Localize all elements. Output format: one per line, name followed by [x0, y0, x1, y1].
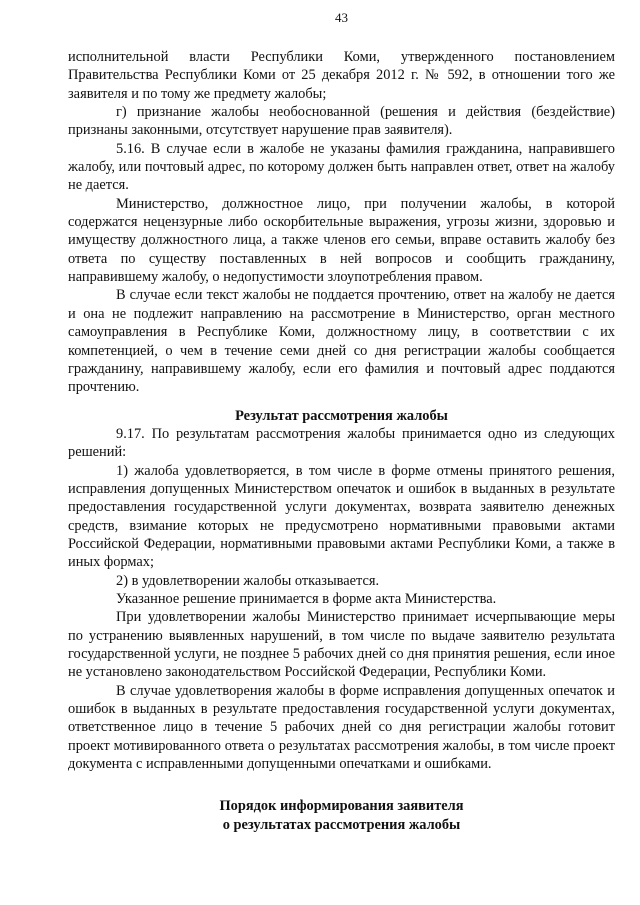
- heading-line: о результатах рассмотрения жалобы: [222, 816, 461, 833]
- paragraph: 9.17. По результатам рассмотрения жалобы принимается одно из следующих решений:: [68, 425, 615, 461]
- paragraph: Министерство, должностное лицо, при получении жалобы, в которой содержатся нецензурные либо оскорбительные выражения, угрозы жизни, здоровью и имуществу должностного лица, а также членов его семьи, вправе оставить жалобу без ответа по существу поставленных в ней вопросов и сообщить гражданину, направившему жалобу, о недопустимости злоупотребления правом.: [68, 195, 615, 286]
- paragraph: исполнительной власти Республики Коми, утвержденного постановлением Правительства Республики Коми от 25 декабря 2012 г. № 592, в отношении того же заявителя и по тому же предмету жалобы;: [68, 49, 615, 102]
- paragraph: 5.16. В случае если в жалобе не указаны фамилия гражданина, направившего жалобу, или почтовый адрес, по которому должен быть направлен ответ, ответ на жалобу не дается.: [68, 140, 615, 194]
- paragraph: При удовлетворении жалобы Министерство принимает исчерпывающие меры по устранению выявленных нарушений, в том числе по выдаче заявителю результата государственной услуги, не позднее 5 рабочих дней со дня принятия решения, если иное не установлено законодательством Российской Федерации, Республики Коми.: [68, 609, 615, 681]
- paragraph: 2) в удовлетворении жалобы отказывается.: [116, 572, 380, 589]
- section-heading-informing: [68, 797, 615, 834]
- page-number: 43: [335, 10, 348, 25]
- paragraph: Указанное решение принимается в форме акта Министерства.: [116, 590, 497, 607]
- heading-line: Порядок информирования заявителя: [219, 798, 464, 815]
- paragraph: 1) жалоба удовлетворяется, в том числе в форме отмены принятого решения, исправления допущенных Министерством опечаток и ошибок в выданных в результате предоставления государственной услуги документах, возврата заявителю денежных средств, взимание которых не предусмотрено нормативными правовыми актами Российской Федерации, нормативными правовыми актами Республики Коми, а также в иных формах;: [68, 462, 615, 571]
- paragraph: В случае удовлетворения жалобы в форме исправления допущенных опечаток и ошибок в выданных в результате предоставления государственной услуги документах, ответственное лицо в течение 5 рабочих дней со дня регистрации жалобы готовит проект мотивированного ответа о результатах рассмотрения жалобы, в том числе проект документа с исправленными допущенными опечатками и ошибками.: [68, 682, 615, 773]
- paragraph: г) признание жалобы необоснованной (решения и действия (бездействие) признаны законными, отсутствует нарушение прав заявителя).: [68, 104, 615, 139]
- section-heading-result: Результат рассмотрения жалобы: [235, 407, 448, 424]
- paragraph: В случае если текст жалобы не поддается прочтению, ответ на жалобу не дается и она не подлежит направлению на рассмотрение в Министерство, орган местного самоуправления в Республике Коми, должностному лицу, в соответствии с их компетенцией, о чем в течение семи дней со дня регистрации жалобы сообщается гражданину, направившему жалобу, если его фамилия и почтовый адрес поддаются прочтению.: [68, 287, 615, 396]
